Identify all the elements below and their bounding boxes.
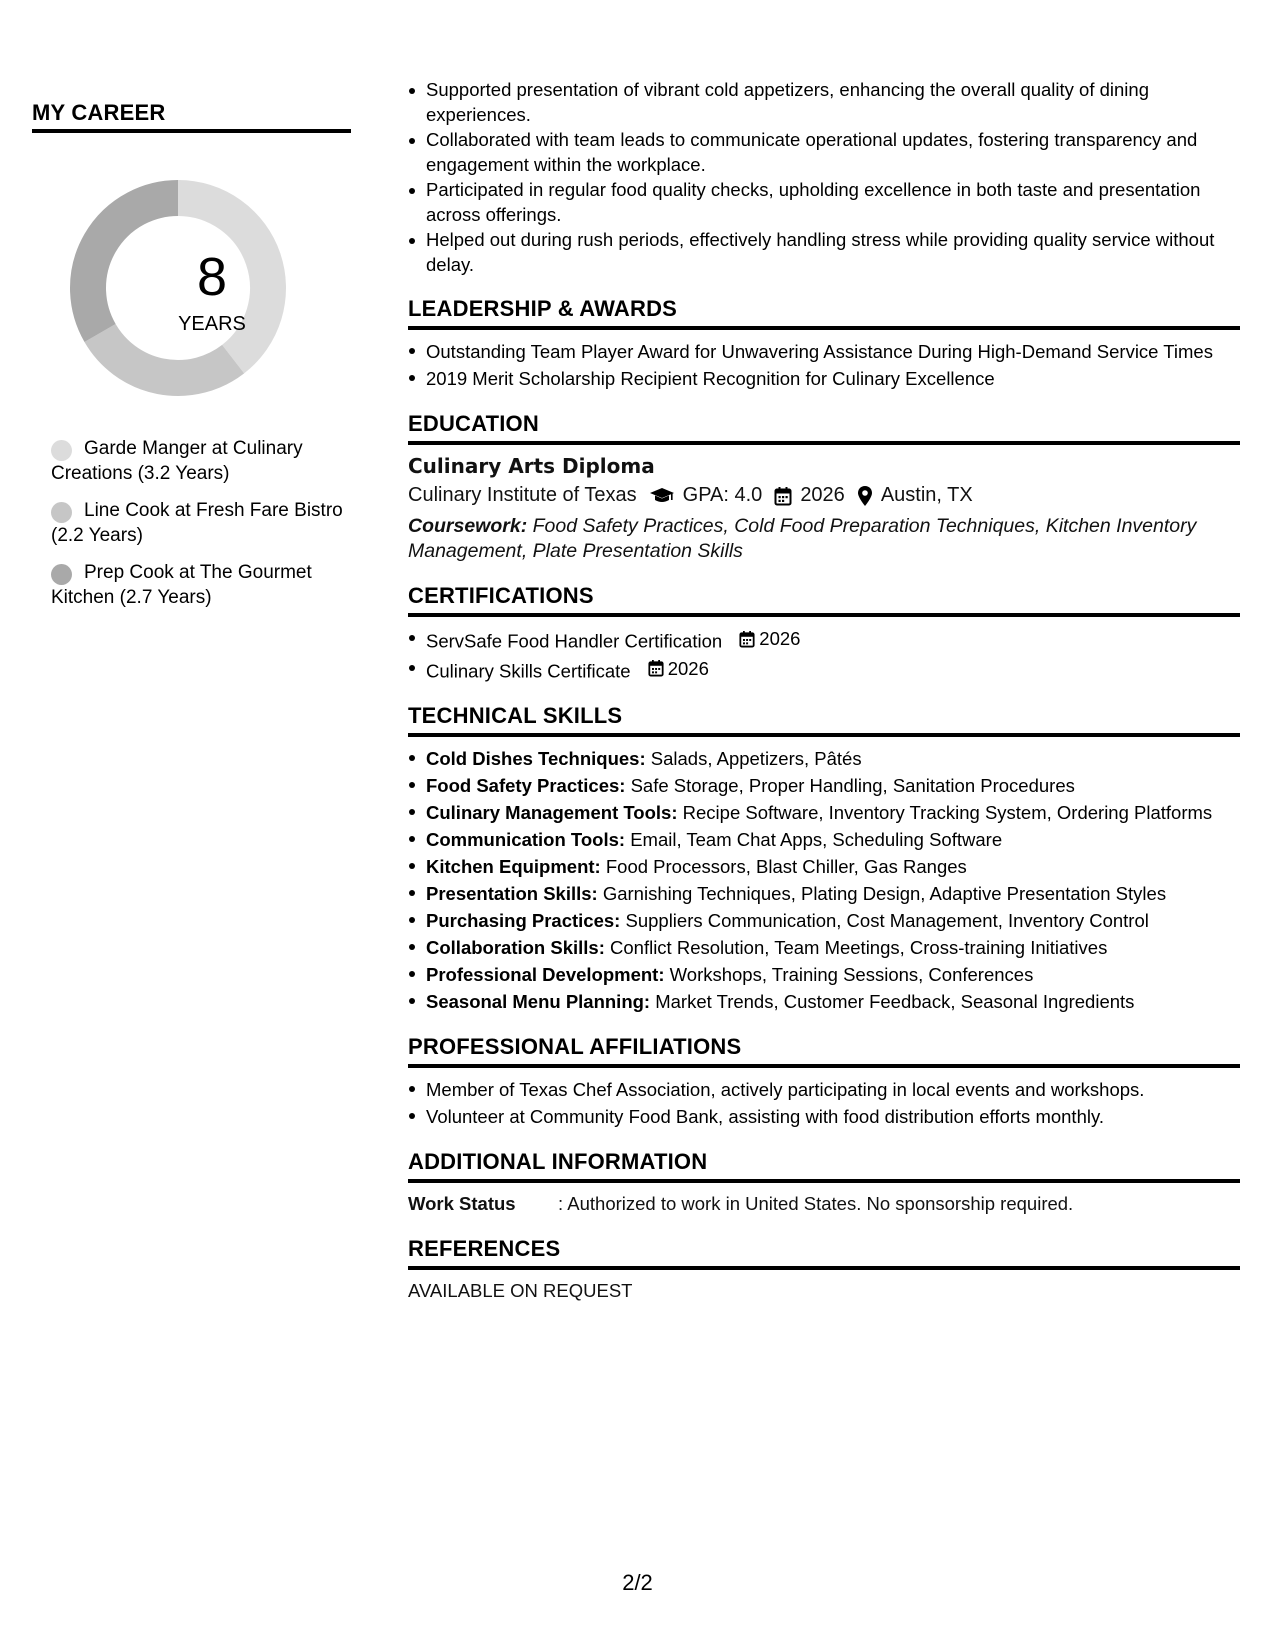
skill-label: Communication Tools: — [426, 829, 626, 850]
donut-segment — [100, 333, 233, 378]
list-item: 2019 Merit Scholarship Recipient Recognition for Culinary Excellence — [408, 365, 1240, 392]
skill-label: Seasonal Menu Planning: — [426, 991, 651, 1012]
degree-title: Culinary Arts Diploma — [408, 454, 655, 478]
section-title: LEADERSHIP & AWARDS — [408, 296, 678, 321]
work-status-value: : Authorized to work in United States. No sponsorship required. — [558, 1193, 1074, 1214]
skill-label: Food Safety Practices: — [426, 775, 626, 796]
legend-item — [51, 436, 351, 486]
section-rule — [408, 1064, 1240, 1068]
certification-name: ServSafe Food Handler Certification — [426, 630, 723, 652]
skill-value: Market Trends, Customer Feedback, Seasonal Ingredients — [655, 991, 1135, 1012]
page-number: 2/2 — [622, 1570, 653, 1595]
legend-label: Prep Cook at The Gourmet Kitchen (2.7 Years) — [51, 562, 312, 608]
section-title: ADDITIONAL INFORMATION — [408, 1149, 708, 1174]
calendar-icon — [774, 486, 792, 506]
skill-label: Purchasing Practices: — [426, 910, 621, 931]
skill-item — [408, 934, 1240, 961]
school-location: Austin, TX — [880, 484, 973, 506]
legend-dot — [51, 502, 72, 523]
references-section — [408, 1235, 1240, 1304]
skill-item — [408, 988, 1240, 1015]
list-item: Outstanding Team Player Award for Unwavering Assistance During High-Demand Service Times — [408, 338, 1240, 365]
coursework-label: Coursework: — [408, 515, 528, 537]
certification-name: Culinary Skills Certificate — [426, 660, 631, 681]
legend-label: Line Cook at Fresh Fare Bistro (2.2 Years) — [51, 500, 343, 546]
map-pin-icon — [857, 485, 873, 507]
work-status-label: Work Status — [408, 1193, 516, 1214]
skill-item — [408, 799, 1240, 826]
legend-item — [51, 498, 351, 548]
section-rule — [408, 326, 1240, 330]
skill-value: Workshops, Training Sessions, Conferences — [669, 964, 1034, 985]
calendar-icon — [648, 659, 664, 677]
graduation-cap-icon — [649, 487, 675, 505]
skill-label: Professional Development: — [426, 964, 665, 985]
list-item: Member of Texas Chef Association, actively participating in local events and workshops. — [408, 1076, 1240, 1103]
work-status-row — [408, 1191, 1240, 1217]
section-rule — [408, 613, 1240, 617]
legend-label: Garde Manger at Culinary Creations (3.2 Years) — [51, 438, 303, 484]
section-title: EDUCATION — [408, 411, 539, 436]
skill-label: Collaboration Skills: — [426, 937, 605, 958]
additional-info-section — [408, 1148, 1240, 1217]
skill-item — [408, 772, 1240, 799]
skill-item — [408, 853, 1240, 880]
skills-section — [408, 702, 1240, 1015]
coursework — [408, 514, 1240, 564]
skill-label: Kitchen Equipment: — [426, 856, 601, 877]
list-item: Supported presentation of vibrant cold appetizers, enhancing the overall quality of dining experiences. — [408, 78, 1240, 127]
list-item: Collaborated with team leads to communicate operational updates, fostering transparency and engagement within the workplace. — [408, 128, 1240, 177]
section-rule — [408, 1266, 1240, 1270]
section-title: CERTIFICATIONS — [408, 583, 594, 608]
career-legend — [51, 436, 351, 622]
section-title: REFERENCES — [408, 1236, 561, 1261]
legend-dot — [51, 440, 72, 461]
legend-item — [51, 560, 351, 610]
skill-value: Conflict Resolution, Team Meetings, Cross-training Initiatives — [610, 937, 1108, 958]
skill-item — [408, 745, 1240, 772]
career-total-years: 8 — [196, 247, 228, 307]
affiliations-section — [408, 1033, 1240, 1130]
skill-value: Food Processors, Blast Chiller, Gas Ranges — [605, 856, 967, 877]
skill-value: Email, Team Chat Apps, Scheduling Software — [630, 829, 1003, 850]
career-title: MY CAREER — [32, 100, 166, 125]
skill-item — [408, 961, 1240, 988]
main-content — [408, 78, 1240, 1304]
list-item — [408, 625, 1240, 655]
skill-label: Culinary Management Tools: — [426, 802, 678, 823]
section-title: PROFESSIONAL AFFILIATIONS — [408, 1034, 742, 1059]
skill-value: Suppliers Communication, Cost Management, Inventory Control — [625, 910, 1149, 931]
skill-label: Presentation Skills: — [426, 883, 598, 904]
certification-year: 2026 — [667, 657, 709, 679]
gpa: GPA: 4.0 — [682, 484, 763, 506]
section-rule — [408, 1179, 1240, 1183]
certification-year: 2026 — [759, 628, 801, 649]
school-name: Culinary Institute of Texas — [408, 484, 637, 506]
leadership-section — [408, 295, 1240, 392]
skill-value: Salads, Appetizers, Pâtés — [650, 748, 862, 769]
calendar-icon — [739, 630, 755, 648]
section-rule — [408, 441, 1240, 445]
coursework-text: Food Safety Practices, Cold Food Preparation Techniques, Kitchen Inventory Management, Plate Presentation Skills — [408, 515, 1197, 562]
skill-item — [408, 880, 1240, 907]
legend-dot — [51, 564, 72, 585]
education-details — [408, 480, 1240, 511]
skill-item — [408, 907, 1240, 934]
graduation-year: 2026 — [800, 484, 845, 506]
experience-bullets — [408, 78, 1240, 277]
section-rule — [408, 733, 1240, 737]
certifications-section — [408, 582, 1240, 684]
references-text: AVAILABLE ON REQUEST — [408, 1280, 633, 1301]
list-item: Volunteer at Community Food Bank, assisting with food distribution efforts monthly. — [408, 1103, 1240, 1130]
list-item: Participated in regular food quality checks, upholding excellence in both taste and presentation across offerings. — [408, 178, 1240, 227]
list-item: Helped out during rush periods, effectively handling stress while providing quality service without delay. — [408, 228, 1240, 277]
list-item — [408, 655, 1240, 685]
skill-value: Garnishing Techniques, Plating Design, Adaptive Presentation Styles — [602, 883, 1167, 904]
skill-value: Safe Storage, Proper Handling, Sanitation Procedures — [630, 775, 1075, 796]
education-section — [408, 410, 1240, 564]
skill-label: Cold Dishes Techniques: — [426, 748, 646, 769]
skill-value: Recipe Software, Inventory Tracking System, Ordering Platforms — [682, 802, 1213, 823]
skill-item — [408, 826, 1240, 853]
section-title: TECHNICAL SKILLS — [408, 703, 623, 728]
career-total-unit: YEARS — [178, 313, 246, 335]
career-title-rule — [32, 129, 351, 133]
